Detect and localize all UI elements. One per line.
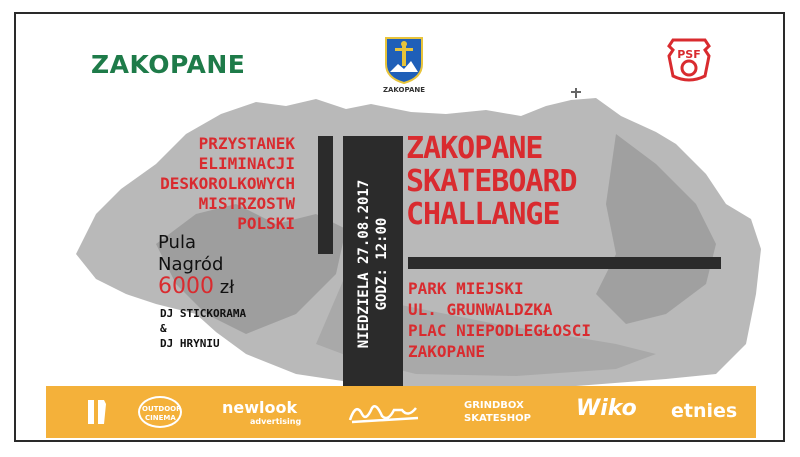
sponsor-band — [46, 386, 756, 438]
event-title — [406, 132, 577, 231]
dj-lineup — [160, 306, 246, 351]
poster-frame — [14, 12, 785, 442]
left-vertical-bar — [318, 136, 333, 254]
event-time: GODZ: 12:00 — [374, 217, 390, 311]
dj-ampersand: & — [160, 322, 167, 335]
cinema-text: CINEMA — [145, 414, 176, 422]
etnies-logo: etnies — [671, 400, 738, 422]
outdoor-cinema-logo — [138, 396, 182, 428]
dj-2: DJ HRYNIU — [160, 337, 220, 350]
description-line: PRZYSTANEK — [198, 134, 295, 153]
grindbox-text: GRINDBOX — [464, 400, 524, 411]
description-line: MISTRZOSTW — [198, 194, 295, 213]
description-line: ELIMINACJI — [198, 154, 295, 173]
address-line: UL. GRUNWALDZKA — [408, 300, 553, 319]
psf-logo-text: PSF — [677, 48, 701, 61]
prize-pool — [158, 232, 234, 299]
prize-currency: zł — [219, 277, 235, 298]
event-address — [408, 278, 591, 362]
newlook-logo: newlook — [222, 398, 298, 417]
address-line: ZAKOPANE — [408, 342, 486, 361]
zakopane-logo: ZAKOPANE — [91, 50, 246, 79]
dj-1: DJ STICKORAMA — [160, 307, 247, 320]
address-line: PARK MIEJSKI — [408, 279, 524, 298]
description-line: POLSKI — [237, 214, 295, 233]
title-underline-bar — [408, 257, 721, 269]
skateshop-text: SKATESHOP — [464, 413, 531, 424]
title-line: CHALLANGE — [406, 197, 560, 232]
event-date: NIEDZIELA 27.08.2017 — [356, 179, 372, 349]
address-line: PLAC NIEPODLEGŁOSCI — [408, 321, 592, 340]
zakopane-crest-icon — [382, 36, 426, 84]
prize-line-1: Pula — [158, 232, 196, 253]
psf-logo-icon — [667, 36, 711, 84]
event-date-time — [355, 180, 391, 349]
sponsor-1-logo-icon — [86, 398, 108, 426]
prize-line-2: Nagród — [158, 254, 224, 275]
title-line: SKATEBOARD — [406, 164, 577, 199]
wiko-logo: Wiko — [576, 396, 637, 421]
title-line: ZAKOPANE — [406, 131, 543, 166]
crest-label: ZAKOPANE — [382, 86, 426, 94]
signature-sponsor-logo-icon — [346, 400, 424, 426]
prize-amount-row — [158, 276, 234, 299]
newlook-subtitle: advertising — [250, 417, 302, 426]
outdoor-text: OUTDOOR — [142, 405, 182, 413]
prize-amount: 6000 — [158, 274, 214, 299]
tournament-description — [160, 134, 295, 234]
description-line: DESKOROLKOWYCH — [160, 174, 295, 193]
